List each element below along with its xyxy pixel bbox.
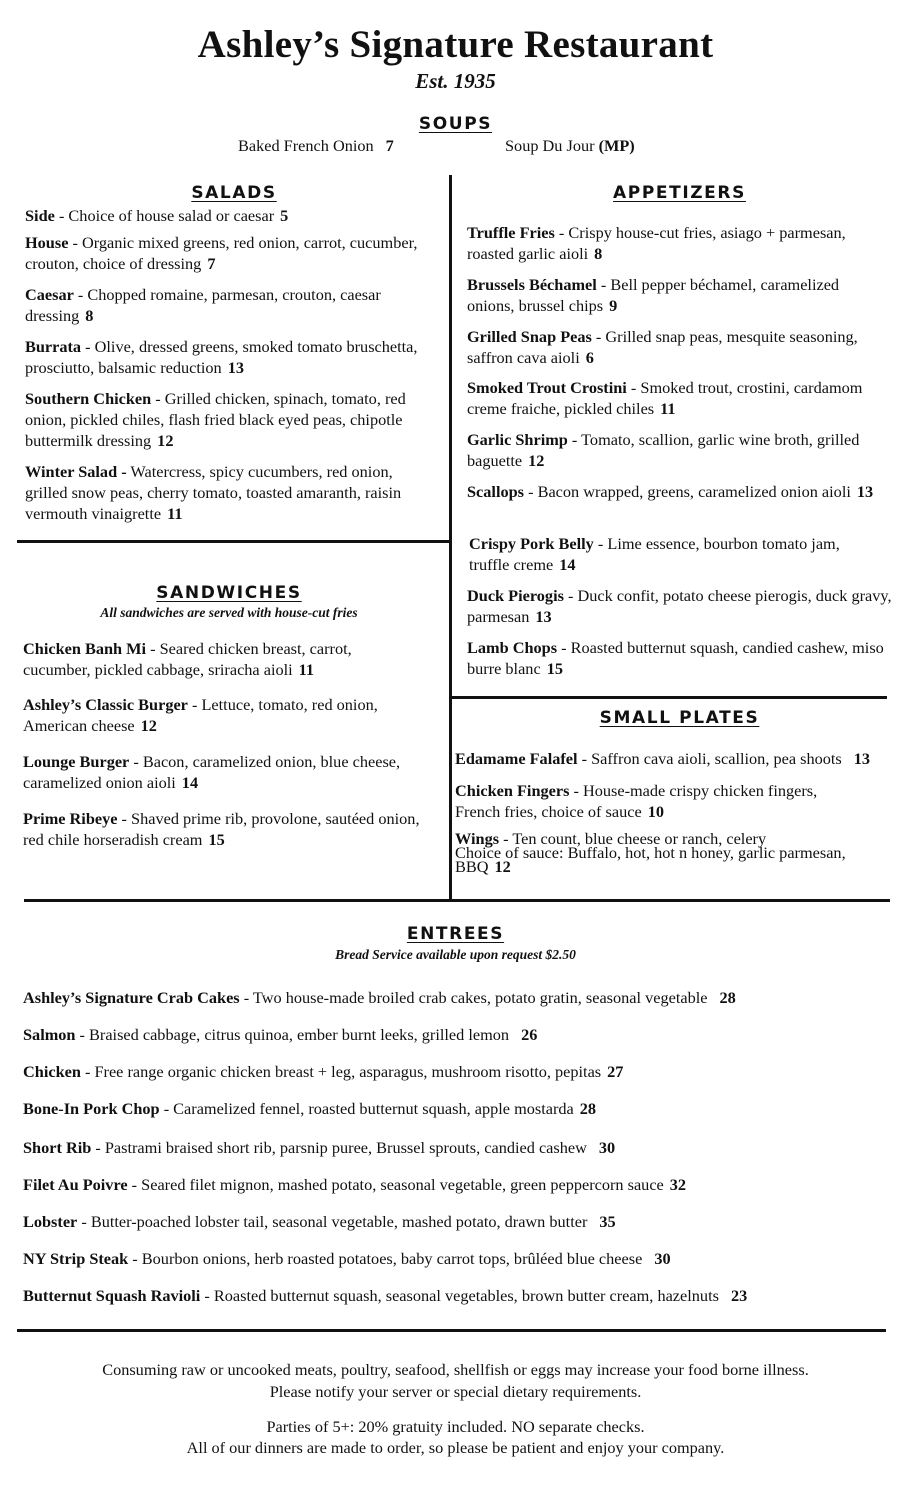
item-description: - Lettuce, tomato, red onion, American cheese (23, 695, 378, 735)
item-price: 13 (853, 749, 871, 768)
sandwiches-note: All sandwiches are served with house-cut fries (100, 605, 358, 620)
item-name: Winter Salad - (25, 462, 127, 481)
list-item (467, 481, 899, 502)
soup-name: Baked French Onion (238, 136, 374, 155)
list-item (23, 1211, 616, 1232)
list-item (25, 336, 440, 378)
item-description: - Two house-made broiled crab cakes, potato gratin, seasonal vegetable (239, 988, 708, 1007)
list-item (25, 284, 440, 326)
item-description: - Olive, dressed greens, smoked tomato bruschetta, prosciutto, balsamic reduction (25, 337, 418, 377)
item-price: 14 (559, 555, 576, 574)
list-item (23, 1285, 747, 1306)
list-item (25, 461, 430, 524)
list-item (467, 429, 867, 471)
item-name: Grilled Snap Peas (467, 327, 592, 346)
item-name: House (25, 233, 69, 252)
item-name: Southern Chicken (25, 389, 152, 408)
item-description: - Bacon, caramelized onion, blue cheese, caramelized onion aioli (23, 752, 401, 792)
item-price: 30 (598, 1138, 616, 1157)
item-name: Butternut Squash Ravioli (23, 1286, 201, 1305)
footer-made-to-order-note: All of our dinners are made to order, so please be patient and enjoy your company. (186, 1438, 725, 1457)
list-item (23, 1174, 686, 1195)
item-price: 5 (280, 206, 289, 225)
item-description: - House-made crispy chicken fingers, French fries, choice of sauce (455, 781, 818, 821)
item-price: 8 (85, 306, 94, 325)
item-description: - Seared chicken breast, carrot, cucumber, pickled cabbage, sriracha aioli (23, 639, 352, 679)
entrees-note: Bread Service available upon request $2.50 (335, 947, 576, 962)
footer-allergy-warning: Consuming raw or uncooked meats, poultry, seafood, shellfish or eggs may increase your food borne illness. (102, 1360, 809, 1379)
item-price: 9 (609, 296, 618, 315)
item-price: 13 (227, 358, 244, 377)
item-price: 13 (856, 482, 874, 501)
item-price: 13 (535, 607, 552, 626)
appetizers-heading: APPETIZERS (613, 183, 746, 203)
item-description: - Bacon wrapped, greens, caramelized onion aioli (524, 482, 851, 501)
item-price: 14 (181, 773, 199, 792)
item-description: - Seared filet mignon, mashed potato, seasonal vegetable, green peppercorn sauce (127, 1175, 664, 1194)
list-item (25, 232, 420, 274)
list-item (469, 533, 884, 575)
item-description: - Crispy house-cut fries, asiago + parmesan, roasted garlic aioli (467, 223, 846, 263)
item-description: - Lime essence, bourbon tomato jam, truffle creme (469, 534, 840, 574)
list-item (23, 751, 438, 793)
item-name: Lamb Chops (467, 638, 558, 657)
soup-price: 7 (385, 136, 394, 155)
item-name: Bone-In Pork Chop (23, 1099, 160, 1118)
list-item (23, 1061, 623, 1082)
soup-item (505, 136, 635, 156)
salads-heading: SALADS (191, 183, 277, 203)
list-item (467, 222, 887, 264)
item-description: - Smoked trout, crostini, cardamom creme fraiche, pickled chiles (467, 378, 863, 418)
item-description: - Tomato, scallion, garlic wine broth, grilled baguette (467, 430, 860, 470)
item-description: - Bourbon onions, herb roasted potatoes, baby carrot tops, brûléed blue cheese (128, 1249, 643, 1268)
item-description: - Caramelized fennel, roasted butternut squash, apple mostarda (159, 1099, 574, 1118)
item-price: 28 (579, 1099, 597, 1118)
list-item (25, 205, 445, 226)
item-name: Caesar (25, 285, 74, 304)
item-description: - Organic mixed greens, red onion, carrot, cucumber, crouton, choice of dressing (25, 233, 418, 273)
item-description: - Grilled snap peas, mesquite seasoning, saffron cava aioli (467, 327, 858, 367)
list-item (467, 585, 892, 627)
list-item (467, 637, 897, 679)
item-name: Truffle Fries (467, 223, 555, 242)
item-description: - Braised cabbage, citrus quinoa, ember burnt leeks, grilled lemon (75, 1025, 510, 1044)
item-price: 26 (521, 1025, 538, 1044)
item-price: 23 (730, 1286, 748, 1305)
footer-dietary-note: Please notify your server or special dietary requirements. (269, 1382, 642, 1401)
item-name: Chicken (23, 1062, 81, 1081)
item-price: 32 (669, 1175, 687, 1194)
list-item (455, 829, 895, 876)
entrees-heading: ENTREES (406, 924, 505, 944)
item-price: 30 (654, 1249, 671, 1268)
item-price: 11 (167, 504, 183, 523)
item-name: Ashley’s Signature Crab Cakes (23, 988, 240, 1007)
item-name: Burrata (25, 337, 82, 356)
item-price: 28 (719, 988, 736, 1007)
item-name: Filet Au Poivre (23, 1175, 128, 1194)
item-name: Chicken Banh Mi (23, 639, 147, 658)
item-price: 10 (647, 802, 664, 821)
list-item (23, 1137, 615, 1158)
item-name: Prime Ribeye (23, 809, 118, 828)
list-item (23, 1024, 537, 1045)
item-description: - Free range organic chicken breast + leg, asparagus, mushroom risotto, pepitas (80, 1062, 602, 1081)
item-name: Wings (455, 829, 500, 848)
soups-heading: SOUPS (418, 114, 493, 134)
divider-salads-sandwiches (17, 540, 451, 543)
soup-price: (MP) (598, 136, 635, 155)
list-item (23, 638, 418, 680)
list-item (25, 388, 445, 451)
soup-name: Soup Du Jour (505, 136, 595, 155)
item-description: - Choice of house salad or caesar (54, 206, 275, 225)
list-item (455, 748, 905, 769)
item-price: 35 (599, 1212, 616, 1231)
item-name: NY Strip Steak (23, 1249, 129, 1268)
item-price: 15 (546, 659, 563, 678)
soup-item (238, 136, 394, 156)
item-description: - Grilled chicken, spinach, tomato, red onion, pickled chiles, flash fried black eyed peas, chipotle buttermilk dressing (25, 389, 406, 450)
item-description: - Saffron cava aioli, scallion, pea shoots (577, 749, 842, 768)
item-name: Lounge Burger (23, 752, 130, 771)
item-description-line2: Choice of sauce: Buffalo, hot, hot n honey, garlic parmesan, BBQ (455, 843, 846, 876)
list-item (467, 326, 867, 368)
item-description: - Bell pepper béchamel, caramelized onions, brussel chips (467, 275, 840, 315)
item-price: 12 (140, 716, 157, 735)
item-name: Lobster (23, 1212, 78, 1231)
item-description: - Butter-poached lobster tail, seasonal vegetable, mashed potato, drawn butter (77, 1212, 588, 1231)
item-name: Side (25, 206, 55, 225)
item-description: - Roasted butternut squash, candied cashew, miso burre blanc (467, 638, 884, 678)
item-name: Crispy Pork Belly (469, 534, 594, 553)
restaurant-title: Ashley’s Signature Restaurant (197, 23, 714, 66)
list-item (467, 377, 867, 419)
item-price: 11 (298, 660, 315, 679)
item-price: 12 (494, 857, 511, 876)
divider-footer (17, 1329, 886, 1332)
established-year: Est. 1935 (415, 69, 496, 93)
divider-appetizers-small-plates (451, 696, 887, 699)
footer-gratuity-note: Parties of 5+: 20% gratuity included. NO separate checks. (266, 1417, 645, 1436)
item-name: Salmon (23, 1025, 76, 1044)
item-price: 6 (585, 348, 594, 367)
list-item (23, 694, 423, 736)
item-description: - Duck confit, potato cheese pierogis, duck gravy, parmesan (467, 586, 892, 626)
item-name: Ashley’s Classic Burger (23, 695, 188, 714)
item-price: 7 (207, 254, 216, 273)
item-description: - Ten count, blue cheese or ranch, celery (499, 829, 767, 848)
divider-entrees-top (24, 899, 890, 902)
item-name: Smoked Trout Crostini (467, 378, 627, 397)
list-item (23, 808, 423, 850)
item-description: Watercress, spicy cucumbers, red onion, grilled snow peas, cherry tomato, toasted amaranth, raisin vermouth vinaigrette (25, 462, 402, 523)
item-price: 15 (208, 830, 225, 849)
list-item (467, 274, 887, 316)
item-description: - Roasted butternut squash, seasonal vegetables, brown butter cream, hazelnuts (200, 1286, 719, 1305)
item-description: - Chopped romaine, parmesan, crouton, caesar dressing (25, 285, 381, 325)
item-name: Garlic Shrimp (467, 430, 568, 449)
item-price: 11 (660, 399, 676, 418)
list-item (23, 1098, 596, 1119)
item-price: 12 (157, 431, 174, 450)
list-item (455, 780, 865, 822)
item-name: Brussels Béchamel (467, 275, 597, 294)
sandwiches-heading: SANDWICHES (156, 583, 302, 603)
item-name: Scallops (467, 482, 525, 501)
item-name: Duck Pierogis (467, 586, 564, 605)
list-item (23, 987, 736, 1008)
item-price: 27 (607, 1062, 624, 1081)
item-name: Edamame Falafel (455, 749, 578, 768)
vertical-divider (449, 175, 452, 901)
small-plates-heading: SMALL PLATES (599, 708, 760, 728)
item-description: - Shaved prime rib, provolone, sautéed onion, red chile horseradish cream (23, 809, 420, 849)
item-name: Chicken Fingers (455, 781, 570, 800)
item-name: Short Rib (23, 1138, 92, 1157)
item-price: 8 (594, 244, 603, 263)
item-price: 12 (528, 451, 545, 470)
item-description: - Pastrami braised short rib, parsnip puree, Brussel sprouts, candied cashew (91, 1138, 587, 1157)
list-item (23, 1248, 671, 1269)
